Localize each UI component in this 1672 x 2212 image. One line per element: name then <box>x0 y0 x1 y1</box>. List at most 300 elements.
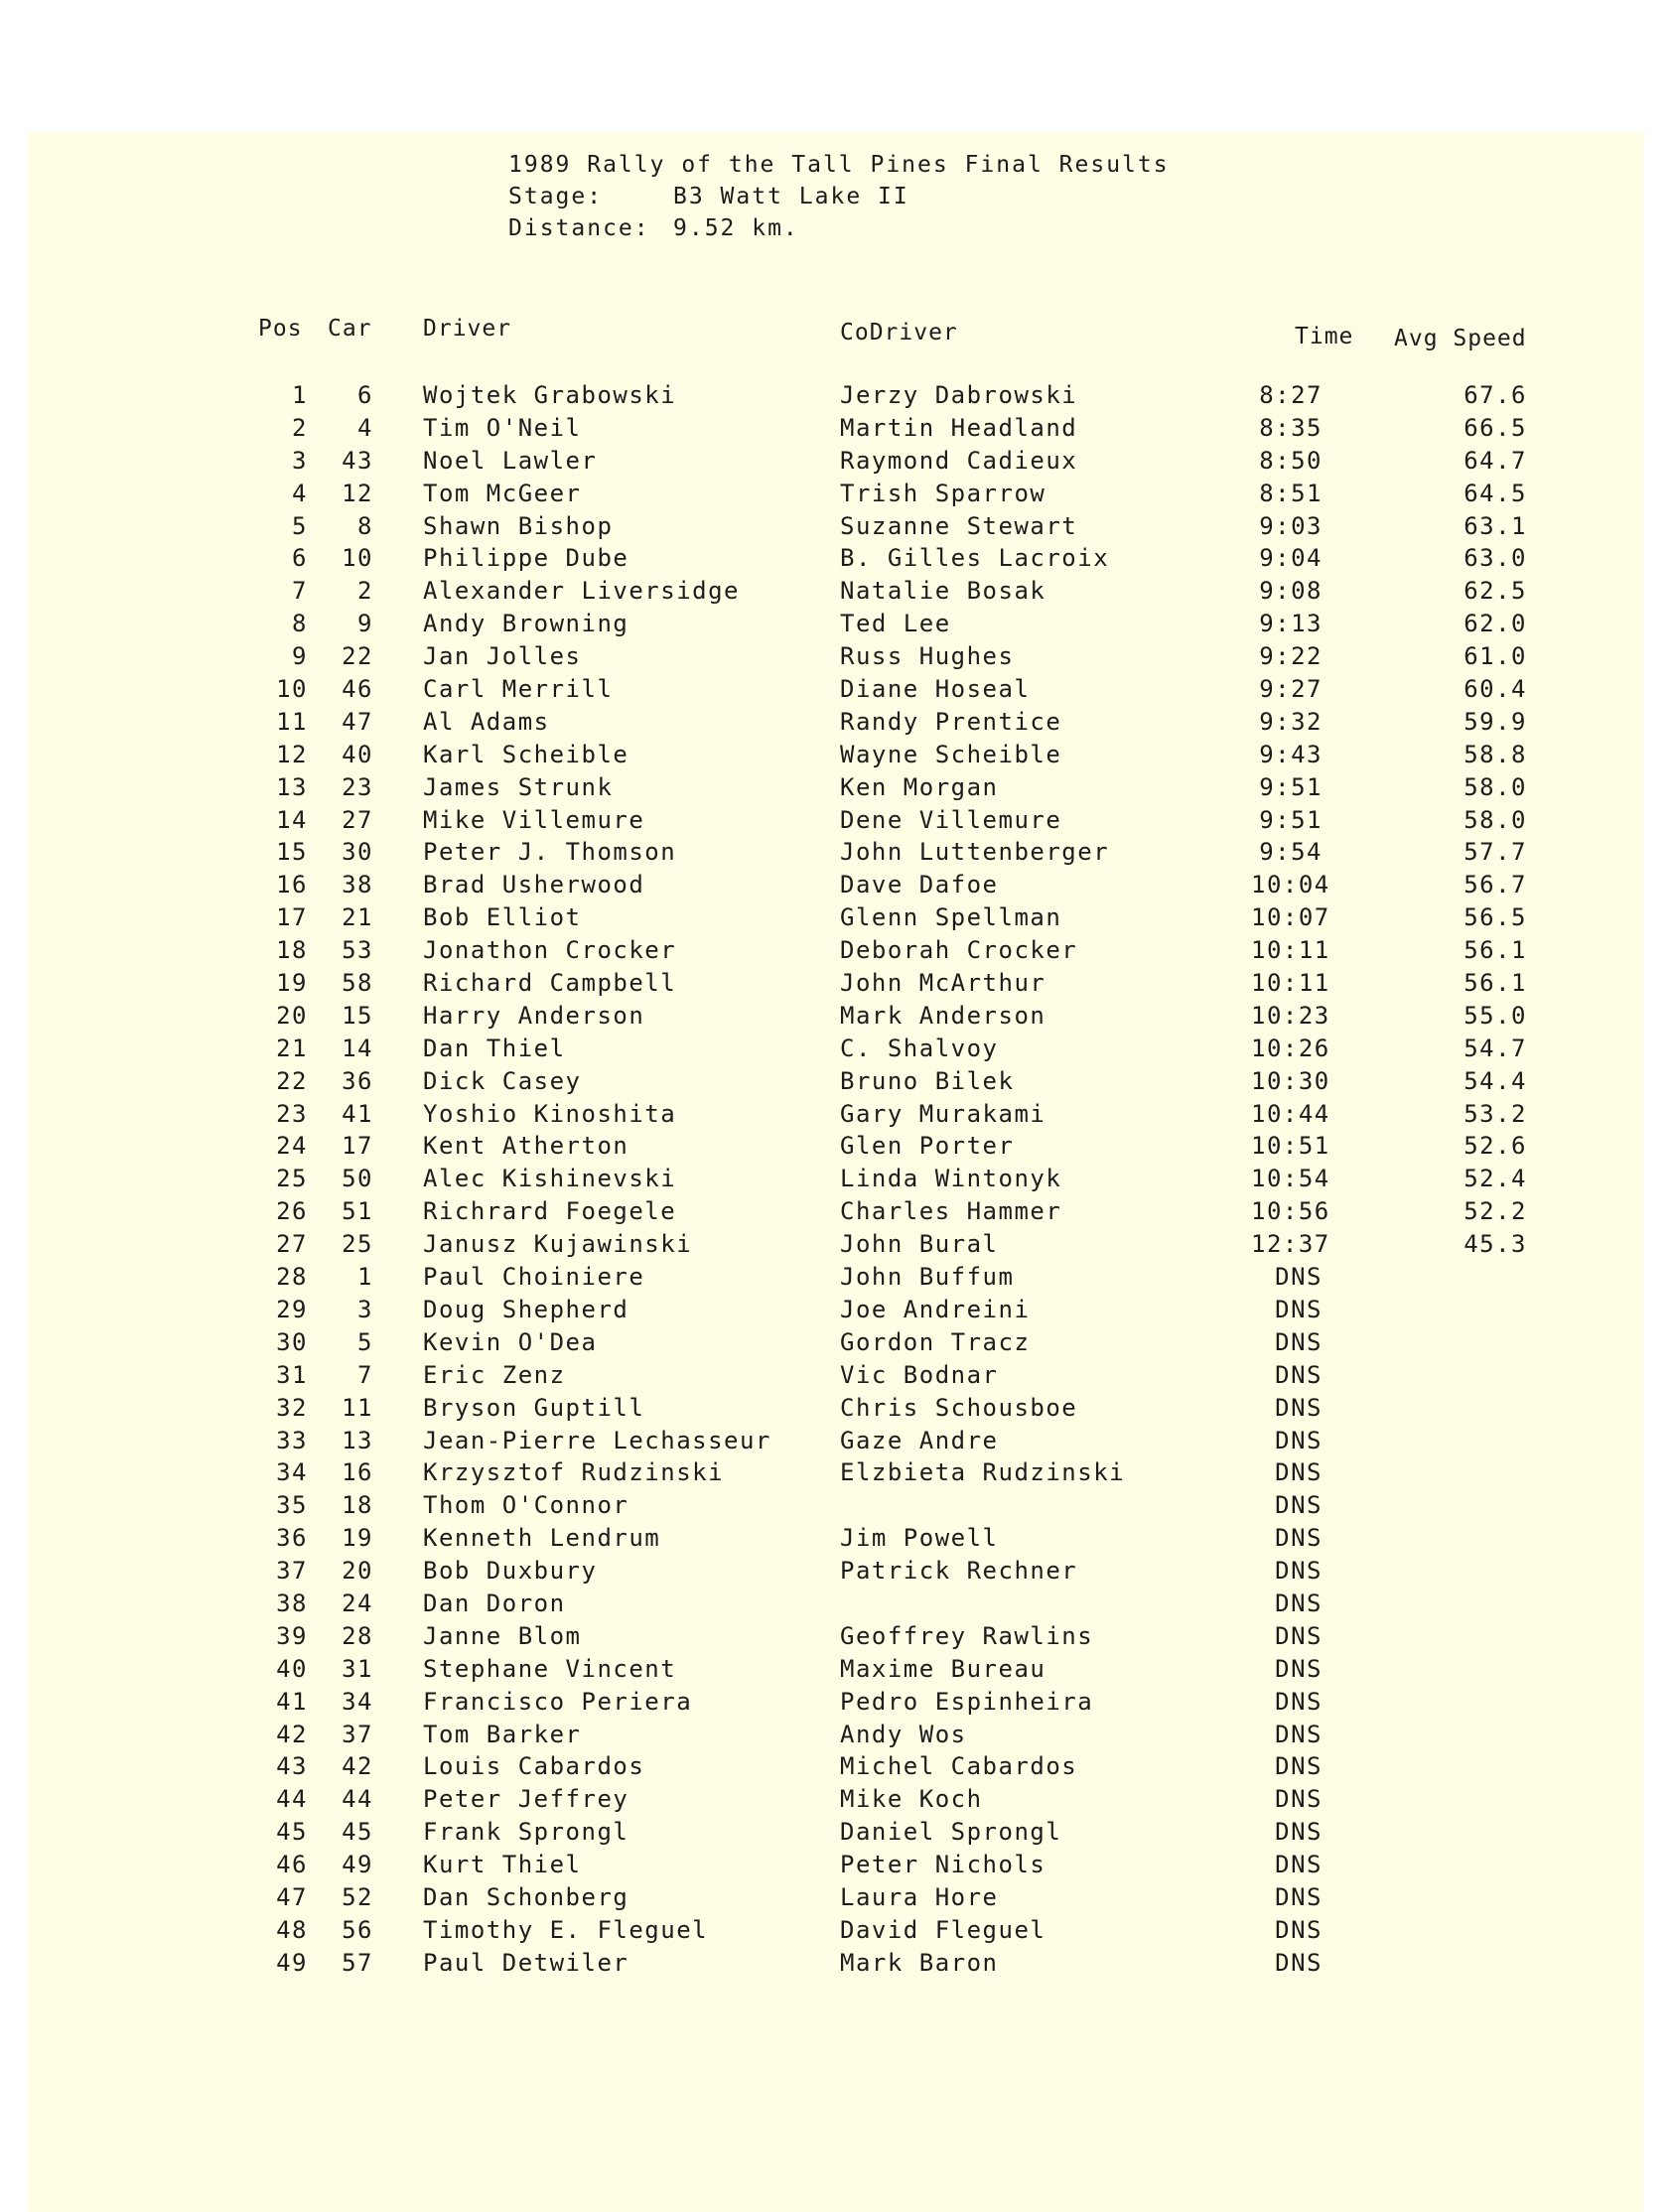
car-number-cell: 28 <box>342 1621 373 1650</box>
codriver-cell: John Luttenberger <box>840 838 1110 867</box>
driver-cell: Dan Schonberg <box>423 1882 629 1911</box>
driver-cell: Kevin O'Dea <box>423 1327 598 1356</box>
speed-cell: 53.2 <box>1463 1099 1527 1128</box>
car-number-cell: 30 <box>342 838 373 867</box>
position-cell: 39 <box>276 1621 308 1650</box>
result-row <box>0 1165 1672 1197</box>
position-cell: 8 <box>292 610 308 638</box>
codriver-cell: Bruno Bilek <box>840 1066 1015 1095</box>
driver-cell: Kent Atherton <box>423 1132 629 1161</box>
time-cell: 10:04 <box>1251 871 1330 899</box>
speed-cell: 54.4 <box>1463 1066 1527 1095</box>
car-number-cell: 42 <box>342 1752 373 1781</box>
driver-cell: Richard Campbell <box>423 969 677 998</box>
speed-cell: 52.2 <box>1463 1197 1527 1226</box>
codriver-cell: Pedro Espinheira <box>840 1687 1094 1716</box>
car-number-cell: 1 <box>357 1263 373 1292</box>
car-number-cell: 57 <box>342 1948 373 1977</box>
time-cell: DNS <box>1275 1785 1323 1814</box>
codriver-cell: Randy Prentice <box>840 707 1062 736</box>
driver-cell: Alec Kishinevski <box>423 1165 677 1193</box>
result-row <box>0 1394 1672 1427</box>
driver-cell: Dan Thiel <box>423 1034 566 1062</box>
result-row <box>0 1263 1672 1296</box>
position-cell: 46 <box>276 1851 308 1879</box>
result-row <box>0 1197 1672 1230</box>
codriver-cell: Gary Murakami <box>840 1099 1046 1128</box>
time-cell: DNS <box>1275 1263 1323 1292</box>
result-row <box>0 642 1672 675</box>
time-cell: DNS <box>1275 1882 1323 1911</box>
codriver-cell: Patrick Rechner <box>840 1557 1078 1586</box>
codriver-cell: Jim Powell <box>840 1524 999 1553</box>
result-row <box>0 1491 1672 1524</box>
car-number-cell: 45 <box>342 1818 373 1847</box>
car-number-cell: 38 <box>342 871 373 899</box>
driver-cell: Peter J. Thomson <box>423 838 677 867</box>
speed-cell: 58.0 <box>1463 772 1527 801</box>
time-cell: 9:43 <box>1259 740 1323 768</box>
result-row <box>0 577 1672 610</box>
time-cell: DNS <box>1275 1426 1323 1454</box>
driver-cell: Shawn Bishop <box>423 511 614 540</box>
position-cell: 15 <box>276 838 308 867</box>
position-cell: 12 <box>276 740 308 768</box>
time-cell: 10:56 <box>1251 1197 1330 1226</box>
speed-cell: 56.1 <box>1463 936 1527 965</box>
driver-cell: Janusz Kujawinski <box>423 1230 693 1259</box>
result-row <box>0 1132 1672 1165</box>
time-cell: DNS <box>1275 1851 1323 1879</box>
position-cell: 38 <box>276 1589 308 1617</box>
driver-cell: Tom McGeer <box>423 479 582 507</box>
position-cell: 41 <box>276 1687 308 1716</box>
codriver-cell: Natalie Bosak <box>840 577 1046 606</box>
result-row <box>0 1851 1672 1883</box>
position-cell: 7 <box>292 577 308 606</box>
car-number-cell: 24 <box>342 1589 373 1617</box>
driver-cell: Bryson Guptill <box>423 1393 645 1422</box>
time-cell: 9:03 <box>1259 511 1323 540</box>
speed-cell: 52.4 <box>1463 1165 1527 1193</box>
result-row <box>0 838 1672 871</box>
codriver-cell: Gaze Andre <box>840 1426 999 1454</box>
position-cell: 42 <box>276 1720 308 1748</box>
stage-label: Stage: <box>508 184 604 209</box>
position-cell: 36 <box>276 1524 308 1553</box>
driver-cell: Jonathon Crocker <box>423 936 677 965</box>
time-cell: 8:50 <box>1259 446 1323 475</box>
car-number-cell: 2 <box>357 577 373 606</box>
result-row <box>0 806 1672 839</box>
result-row <box>0 1590 1672 1622</box>
car-number-cell: 53 <box>342 936 373 965</box>
speed-cell: 57.7 <box>1463 838 1527 867</box>
driver-cell: Dick Casey <box>423 1066 582 1095</box>
car-number-cell: 47 <box>342 707 373 736</box>
driver-cell: Richrard Foegele <box>423 1197 677 1226</box>
position-cell: 27 <box>276 1230 308 1259</box>
driver-cell: Peter Jeffrey <box>423 1785 629 1814</box>
car-number-cell: 20 <box>342 1557 373 1586</box>
result-row <box>0 1328 1672 1361</box>
time-cell: 8:27 <box>1259 381 1323 409</box>
car-number-cell: 49 <box>342 1851 373 1879</box>
car-number-cell: 17 <box>342 1132 373 1161</box>
car-number-cell: 8 <box>357 511 373 540</box>
speed-cell: 64.5 <box>1463 479 1527 507</box>
car-number-cell: 43 <box>342 446 373 475</box>
driver-cell: Jean-Pierre Lechasseur <box>423 1426 771 1454</box>
position-cell: 4 <box>292 479 308 507</box>
car-number-cell: 13 <box>342 1426 373 1454</box>
result-row <box>0 969 1672 1002</box>
position-cell: 21 <box>276 1034 308 1062</box>
driver-cell: Alexander Liversidge <box>423 577 740 606</box>
result-row <box>0 1688 1672 1721</box>
result-row <box>0 1916 1672 1949</box>
time-cell: 9:22 <box>1259 642 1323 671</box>
position-cell: 40 <box>276 1654 308 1683</box>
codriver-cell: Maxime Bureau <box>840 1654 1046 1683</box>
result-row <box>0 1883 1672 1916</box>
speed-cell: 60.4 <box>1463 675 1527 704</box>
position-cell: 20 <box>276 1001 308 1030</box>
result-row <box>0 675 1672 708</box>
codriver-cell: David Fleguel <box>840 1915 1046 1944</box>
time-cell: 10:54 <box>1251 1165 1330 1193</box>
car-number-cell: 52 <box>342 1882 373 1911</box>
car-number-cell: 18 <box>342 1491 373 1520</box>
time-cell: DNS <box>1275 1621 1323 1650</box>
time-cell: 10:07 <box>1251 903 1330 932</box>
codriver-cell: Martin Headland <box>840 413 1078 442</box>
position-cell: 32 <box>276 1393 308 1422</box>
codriver-cell: C. Shalvoy <box>840 1034 999 1062</box>
time-cell: DNS <box>1275 1589 1323 1617</box>
position-cell: 2 <box>292 413 308 442</box>
time-cell: 10:51 <box>1251 1132 1330 1161</box>
car-number-cell: 58 <box>342 969 373 998</box>
time-cell: 9:32 <box>1259 707 1323 736</box>
result-row <box>0 1458 1672 1491</box>
driver-cell: Eric Zenz <box>423 1360 566 1389</box>
result-row <box>0 1818 1672 1851</box>
position-cell: 11 <box>276 707 308 736</box>
codriver-cell: Jerzy Dabrowski <box>840 381 1078 409</box>
result-row <box>0 936 1672 969</box>
time-cell: DNS <box>1275 1327 1323 1356</box>
car-number-cell: 25 <box>342 1230 373 1259</box>
codriver-cell: Elzbieta Rudzinski <box>840 1458 1126 1487</box>
speed-cell: 45.3 <box>1463 1230 1527 1259</box>
driver-cell: Frank Sprongl <box>423 1818 629 1847</box>
result-row <box>0 512 1672 545</box>
col-header-car: Car <box>328 316 372 342</box>
speed-cell: 58.0 <box>1463 805 1527 834</box>
codriver-cell: Glen Porter <box>840 1132 1015 1161</box>
codriver-cell: Peter Nichols <box>840 1851 1046 1879</box>
driver-cell: Bob Elliot <box>423 903 582 932</box>
position-cell: 5 <box>292 511 308 540</box>
document-title: 1989 Rally of the Tall Pines Final Results <box>508 152 1170 178</box>
position-cell: 3 <box>292 446 308 475</box>
result-row <box>0 1361 1672 1394</box>
position-cell: 47 <box>276 1882 308 1911</box>
result-row <box>0 1752 1672 1785</box>
result-row <box>0 708 1672 741</box>
codriver-cell: Glenn Spellman <box>840 903 1062 932</box>
time-cell: 10:11 <box>1251 936 1330 965</box>
time-cell: DNS <box>1275 1720 1323 1748</box>
document-header <box>508 149 1170 244</box>
driver-cell: Harry Anderson <box>423 1001 645 1030</box>
codriver-cell: Michel Cabardos <box>840 1752 1078 1781</box>
result-row <box>0 480 1672 512</box>
codriver-cell: Gordon Tracz <box>840 1327 1031 1356</box>
time-cell: DNS <box>1275 1557 1323 1586</box>
driver-cell: Janne Blom <box>423 1621 582 1650</box>
driver-cell: Krzysztof Rudzinski <box>423 1458 725 1487</box>
codriver-cell: Ken Morgan <box>840 772 999 801</box>
result-row <box>0 1622 1672 1655</box>
time-cell: DNS <box>1275 1458 1323 1487</box>
speed-cell: 62.5 <box>1463 577 1527 606</box>
car-number-cell: 50 <box>342 1165 373 1193</box>
codriver-cell: Wayne Scheible <box>840 740 1062 768</box>
driver-cell: Paul Choiniere <box>423 1263 645 1292</box>
col-header-pos: Pos <box>258 316 303 342</box>
result-row <box>0 1067 1672 1100</box>
position-cell: 49 <box>276 1948 308 1977</box>
driver-cell: Al Adams <box>423 707 550 736</box>
car-number-cell: 3 <box>357 1295 373 1323</box>
speed-cell: 58.8 <box>1463 740 1527 768</box>
time-cell: 9:04 <box>1259 544 1323 573</box>
position-cell: 19 <box>276 969 308 998</box>
result-row <box>0 610 1672 642</box>
time-cell: DNS <box>1275 1915 1323 1944</box>
driver-cell: Karl Scheible <box>423 740 629 768</box>
position-cell: 14 <box>276 805 308 834</box>
time-cell: DNS <box>1275 1524 1323 1553</box>
result-row <box>0 381 1672 414</box>
codriver-cell: Joe Andreini <box>840 1295 1031 1323</box>
result-row <box>0 1100 1672 1133</box>
time-cell: 10:23 <box>1251 1001 1330 1030</box>
time-cell: 10:26 <box>1251 1034 1330 1062</box>
car-number-cell: 16 <box>342 1458 373 1487</box>
time-cell: DNS <box>1275 1687 1323 1716</box>
speed-cell: 64.7 <box>1463 446 1527 475</box>
position-cell: 45 <box>276 1818 308 1847</box>
result-row <box>0 1949 1672 1982</box>
position-cell: 29 <box>276 1295 308 1323</box>
driver-cell: Dan Doron <box>423 1589 566 1617</box>
car-number-cell: 21 <box>342 903 373 932</box>
time-cell: 12:37 <box>1251 1230 1330 1259</box>
codriver-cell: Mark Anderson <box>840 1001 1046 1030</box>
codriver-cell: Trish Sparrow <box>840 479 1046 507</box>
codriver-cell: Charles Hammer <box>840 1197 1062 1226</box>
position-cell: 30 <box>276 1327 308 1356</box>
driver-cell: Tim O'Neil <box>423 413 582 442</box>
time-cell: 9:08 <box>1259 577 1323 606</box>
car-number-cell: 31 <box>342 1654 373 1683</box>
car-number-cell: 4 <box>357 413 373 442</box>
codriver-cell: Suzanne Stewart <box>840 511 1078 540</box>
codriver-cell: Laura Hore <box>840 1882 999 1911</box>
speed-cell: 63.0 <box>1463 544 1527 573</box>
result-row <box>0 1655 1672 1688</box>
driver-cell: Philippe Dube <box>423 544 629 573</box>
position-cell: 37 <box>276 1557 308 1586</box>
codriver-cell: Ted Lee <box>840 610 951 638</box>
driver-cell: Louis Cabardos <box>423 1752 645 1781</box>
car-number-cell: 23 <box>342 772 373 801</box>
distance-value: 9.52 km. <box>673 215 799 241</box>
result-row <box>0 903 1672 936</box>
car-number-cell: 40 <box>342 740 373 768</box>
result-row <box>0 1296 1672 1328</box>
driver-cell: Mike Villemure <box>423 805 645 834</box>
codriver-cell: John McArthur <box>840 969 1046 998</box>
speed-cell: 55.0 <box>1463 1001 1527 1030</box>
codriver-cell: Andy Wos <box>840 1720 967 1748</box>
car-number-cell: 36 <box>342 1066 373 1095</box>
position-cell: 43 <box>276 1752 308 1781</box>
driver-cell: Noel Lawler <box>423 446 598 475</box>
time-cell: 9:51 <box>1259 772 1323 801</box>
result-row <box>0 1785 1672 1818</box>
results-table <box>0 381 1672 1982</box>
codriver-cell: Deborah Crocker <box>840 936 1078 965</box>
speed-cell: 52.6 <box>1463 1132 1527 1161</box>
position-cell: 25 <box>276 1165 308 1193</box>
position-cell: 9 <box>292 642 308 671</box>
result-row <box>0 773 1672 806</box>
position-cell: 33 <box>276 1426 308 1454</box>
position-cell: 16 <box>276 871 308 899</box>
driver-cell: Kurt Thiel <box>423 1851 582 1879</box>
col-header-speed: Avg Speed <box>1394 326 1527 351</box>
speed-cell: 59.9 <box>1463 707 1527 736</box>
result-row <box>0 1524 1672 1557</box>
time-cell: 9:51 <box>1259 805 1323 834</box>
codriver-cell: Vic Bodnar <box>840 1360 999 1389</box>
car-number-cell: 34 <box>342 1687 373 1716</box>
position-cell: 44 <box>276 1785 308 1814</box>
result-row <box>0 447 1672 480</box>
time-cell: 10:30 <box>1251 1066 1330 1095</box>
position-cell: 31 <box>276 1360 308 1389</box>
driver-cell: Doug Shepherd <box>423 1295 629 1323</box>
position-cell: 18 <box>276 936 308 965</box>
stage-value: B3 Watt Lake II <box>673 184 909 209</box>
codriver-cell: Dave Dafoe <box>840 871 999 899</box>
car-number-cell: 44 <box>342 1785 373 1814</box>
position-cell: 10 <box>276 675 308 704</box>
codriver-cell: John Bural <box>840 1230 999 1259</box>
time-cell: 9:13 <box>1259 610 1323 638</box>
result-row <box>0 1721 1672 1753</box>
time-cell: DNS <box>1275 1393 1323 1422</box>
driver-cell: Stephane Vincent <box>423 1654 677 1683</box>
codriver-cell: Diane Hoseal <box>840 675 1031 704</box>
position-cell: 35 <box>276 1491 308 1520</box>
driver-cell: Carl Merrill <box>423 675 614 704</box>
distance-label: Distance: <box>508 215 650 241</box>
result-row <box>0 741 1672 773</box>
position-cell: 24 <box>276 1132 308 1161</box>
time-cell: 10:11 <box>1251 969 1330 998</box>
result-row <box>0 1230 1672 1263</box>
speed-cell: 63.1 <box>1463 511 1527 540</box>
car-number-cell: 6 <box>357 381 373 409</box>
codriver-cell: B. Gilles Lacroix <box>840 544 1110 573</box>
col-header-time: Time <box>1295 324 1354 349</box>
position-cell: 22 <box>276 1066 308 1095</box>
car-number-cell: 27 <box>342 805 373 834</box>
driver-cell: Kenneth Lendrum <box>423 1524 661 1553</box>
distance-line <box>508 212 1170 244</box>
result-row <box>0 1035 1672 1067</box>
car-number-cell: 10 <box>342 544 373 573</box>
driver-cell: Yoshio Kinoshita <box>423 1099 677 1128</box>
codriver-cell: Daniel Sprongl <box>840 1818 1062 1847</box>
car-number-cell: 11 <box>342 1393 373 1422</box>
driver-cell: Paul Detwiler <box>423 1948 629 1977</box>
car-number-cell: 7 <box>357 1360 373 1389</box>
codriver-cell: Russ Hughes <box>840 642 1015 671</box>
result-row <box>0 1557 1672 1590</box>
driver-cell: Thom O'Connor <box>423 1491 629 1520</box>
position-cell: 34 <box>276 1458 308 1487</box>
codriver-cell: Linda Wintonyk <box>840 1165 1062 1193</box>
codriver-cell: Mike Koch <box>840 1785 983 1814</box>
codriver-cell: Geoffrey Rawlins <box>840 1621 1094 1650</box>
result-row <box>0 1002 1672 1035</box>
car-number-cell: 9 <box>357 610 373 638</box>
car-number-cell: 14 <box>342 1034 373 1062</box>
result-row <box>0 871 1672 903</box>
car-number-cell: 37 <box>342 1720 373 1748</box>
car-number-cell: 22 <box>342 642 373 671</box>
position-cell: 23 <box>276 1099 308 1128</box>
driver-cell: James Strunk <box>423 772 614 801</box>
car-number-cell: 41 <box>342 1099 373 1128</box>
car-number-cell: 19 <box>342 1524 373 1553</box>
time-cell: DNS <box>1275 1654 1323 1683</box>
car-number-cell: 51 <box>342 1197 373 1226</box>
time-cell: DNS <box>1275 1491 1323 1520</box>
time-cell: DNS <box>1275 1360 1323 1389</box>
driver-cell: Brad Usherwood <box>423 871 645 899</box>
time-cell: 8:51 <box>1259 479 1323 507</box>
car-number-cell: 56 <box>342 1915 373 1944</box>
codriver-cell: Raymond Cadieux <box>840 446 1078 475</box>
driver-cell: Wojtek Grabowski <box>423 381 677 409</box>
speed-cell: 56.7 <box>1463 871 1527 899</box>
speed-cell: 62.0 <box>1463 610 1527 638</box>
driver-cell: Andy Browning <box>423 610 629 638</box>
time-cell: DNS <box>1275 1295 1323 1323</box>
time-cell: 9:54 <box>1259 838 1323 867</box>
position-cell: 13 <box>276 772 308 801</box>
result-row <box>0 414 1672 447</box>
position-cell: 1 <box>292 381 308 409</box>
codriver-cell: Dene Villemure <box>840 805 1062 834</box>
